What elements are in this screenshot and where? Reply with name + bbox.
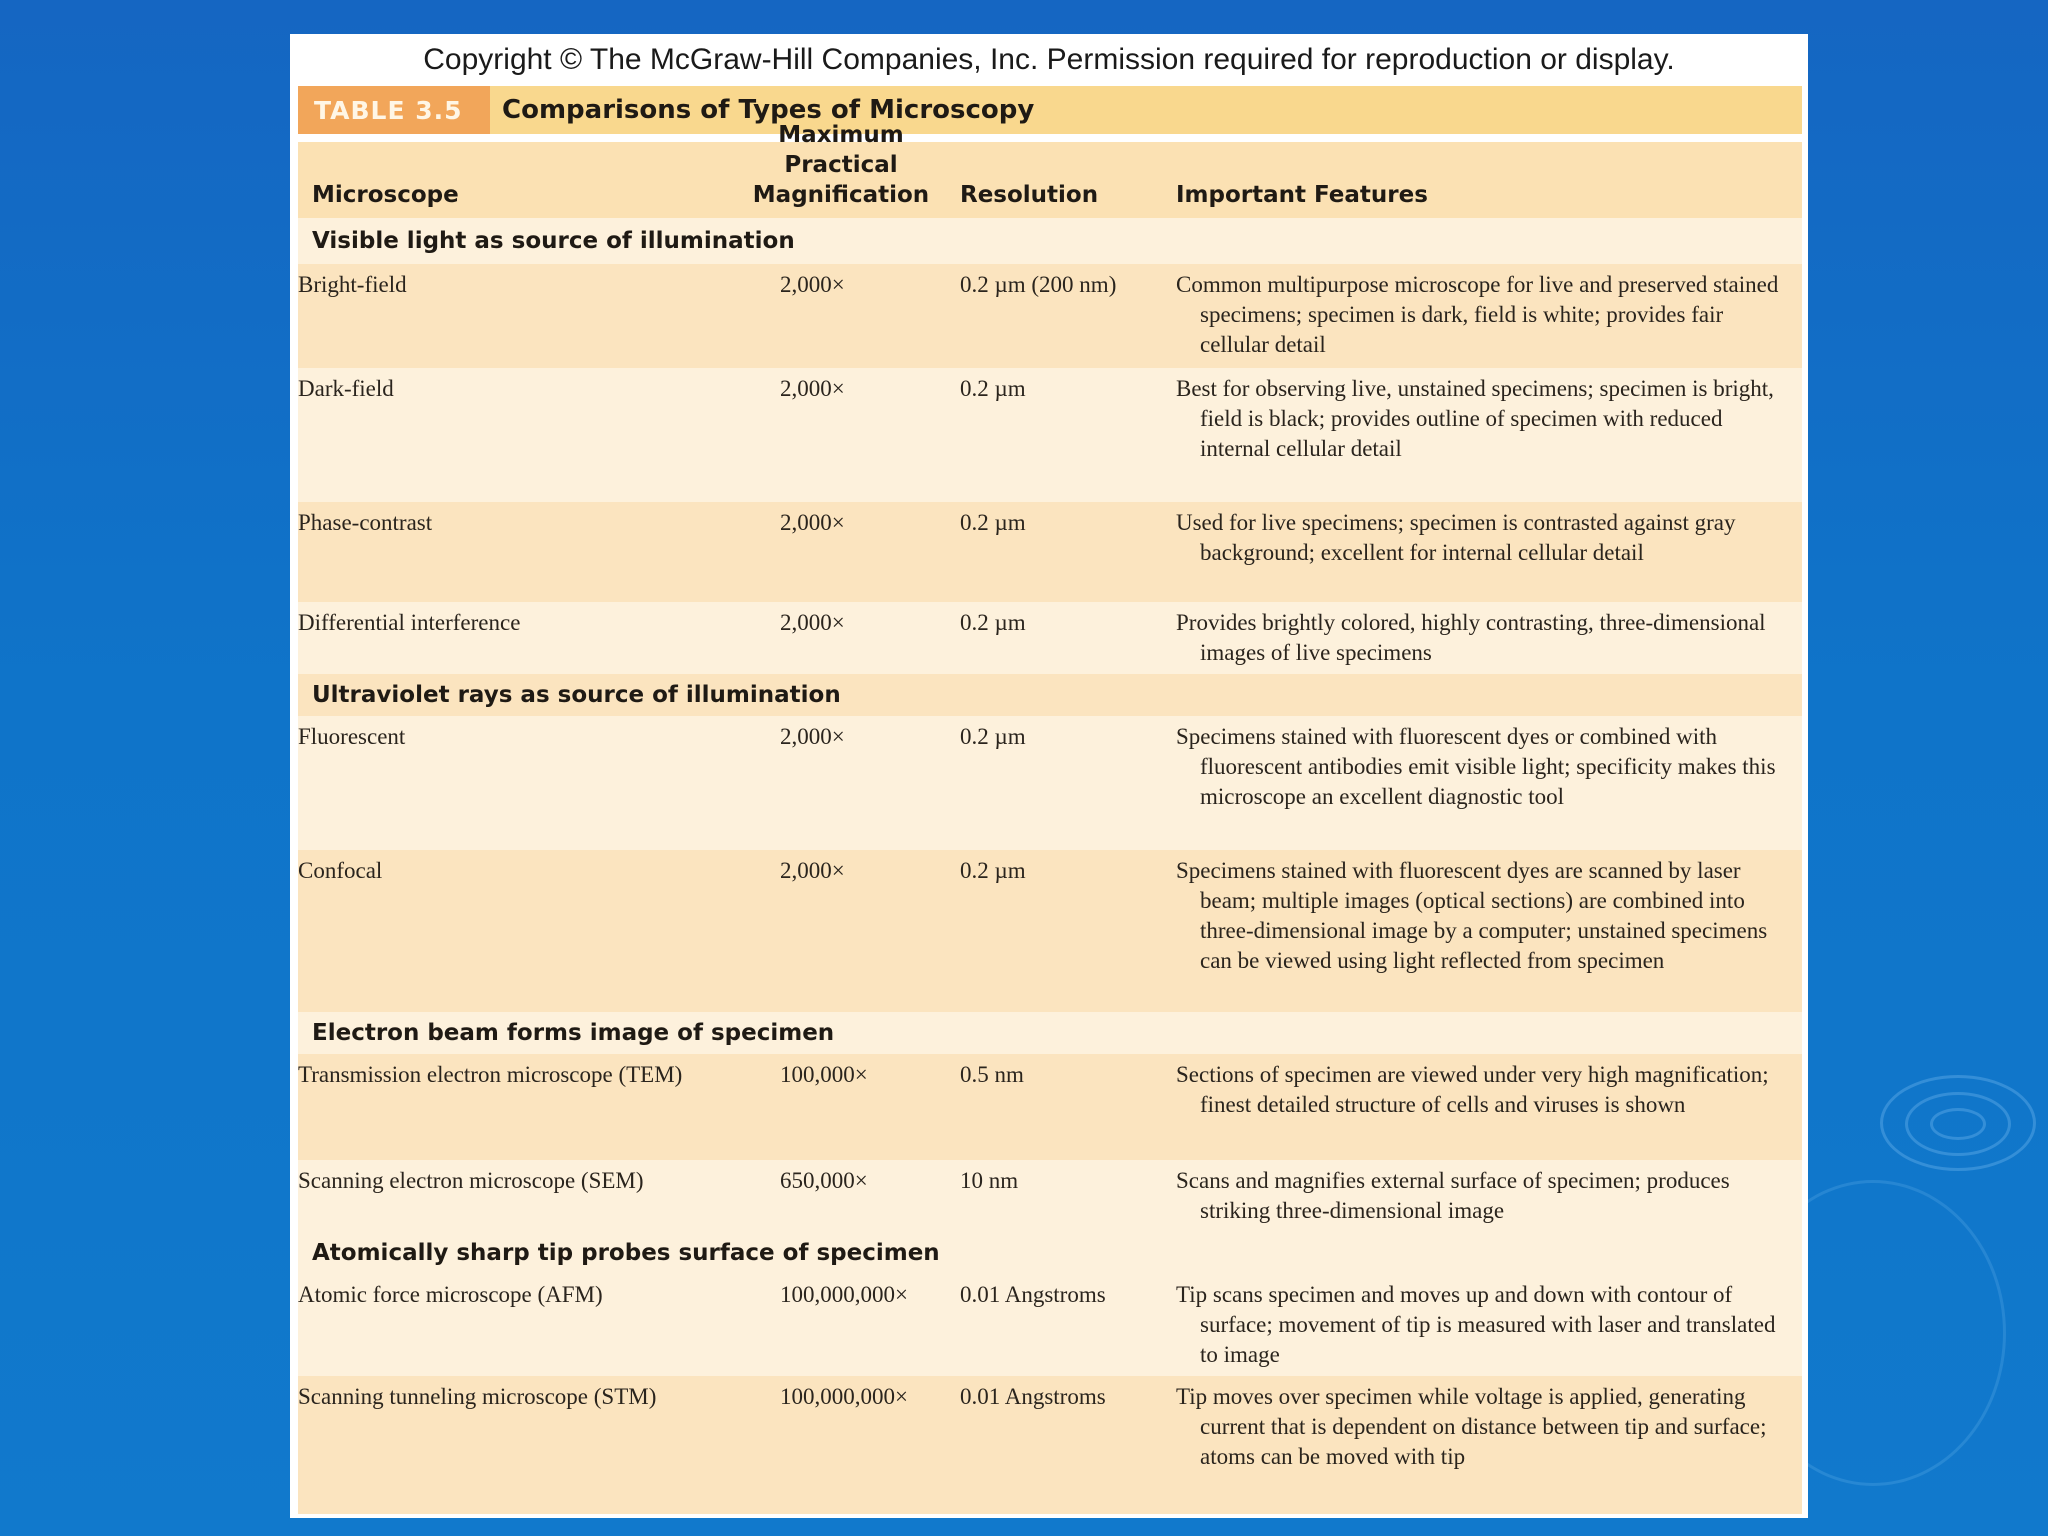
cell-magnification: 100,000× [780,1062,868,1087]
cell-microscope: Atomic force microscope (AFM) [298,1282,603,1307]
cell-features: Best for observing live, unstained specimens; specimen is bright, field is black; provides outline of specimen with reduced internal cellular detail [1176,376,1774,461]
background-ripple [1905,1092,2011,1156]
cell-microscope: Bright-field [298,272,407,297]
header-microscope: Microscope [312,182,459,208]
background-ripple [1930,1108,1986,1140]
cell-features: Specimens stained with fluorescent dyes or combined with fluorescent antibodies emit visible light; specificity makes this microscope an excellent diagnostic tool [1176,724,1776,809]
cell-magnification: 2,000× [780,272,845,297]
table-row [298,1054,1802,1160]
table-title: Comparisons of Types of Microscopy [502,95,1035,125]
cell-microscope: Phase-contrast [298,510,433,535]
table-row [298,264,1802,368]
cell-resolution: 0.2 µm [960,724,1026,749]
table-row [298,1274,1802,1376]
table-row [298,850,1802,1012]
cell-microscope: Scanning tunneling microscope (STM) [298,1384,657,1409]
header-magnification: Maximum Practical Magnification [752,122,930,208]
table-row [298,602,1802,674]
cell-features: Tip scans specimen and moves up and down with contour of surface; movement of tip is measured with laser and translated to image [1176,1282,1776,1367]
copyright-notice: Copyright © The McGraw-Hill Companies, Inc. Permission required for reproduction or display. [423,43,1675,76]
cell-magnification: 650,000× [780,1168,868,1193]
divider [298,134,1802,142]
cell-resolution: 0.5 nm [960,1062,1024,1087]
table-number-label: TABLE 3.5 [298,86,490,134]
cell-features: Scans and magnifies external surface of specimen; produces striking three-dimensional image [1176,1168,1730,1223]
cell-magnification: 2,000× [780,858,845,883]
table-row [298,502,1802,602]
cell-resolution: 0.2 µm (200 nm) [960,272,1117,297]
section-heading: Visible light as source of illumination [298,218,1802,264]
table-row [298,1160,1802,1232]
cell-resolution: 0.01 Angstroms [960,1384,1106,1409]
table-header-row [298,122,1802,218]
cell-magnification: 2,000× [780,510,845,535]
cell-microscope: Transmission electron microscope (TEM) [298,1062,683,1087]
header-resolution: Resolution [960,182,1099,208]
cell-features: Tip moves over specimen while voltage is applied, generating current that is dependent on distance between tip and surface; atoms can be moved with tip [1176,1384,1767,1469]
cell-resolution: 0.01 Angstroms [960,1282,1106,1307]
cell-magnification: 2,000× [780,724,845,749]
cell-microscope: Dark-field [298,376,394,401]
cell-magnification: 2,000× [780,610,845,635]
table-row [298,368,1802,502]
cell-resolution: 10 nm [960,1168,1019,1193]
table-title-bar [298,86,1802,134]
cell-microscope: Scanning electron microscope (SEM) [298,1168,644,1193]
header-features: Important Features [1176,182,1428,208]
cell-resolution: 0.2 µm [960,510,1026,535]
microscopy-table [298,86,1802,1510]
cell-features: Used for live specimens; specimen is contrasted against gray background; excellent for internal cellular detail [1176,510,1736,565]
table-row [298,1376,1802,1514]
background-ripple [1880,1075,2036,1171]
cell-features: Common multipurpose microscope for live and preserved stained specimens; specimen is dark, field is white; provides fair cellular detail [1176,272,1779,357]
cell-magnification: 100,000,000× [780,1282,908,1307]
cell-resolution: 0.2 µm [960,858,1026,883]
cell-microscope: Differential interference [298,610,521,635]
cell-microscope: Confocal [298,858,383,883]
cell-features: Provides brightly colored, highly contrasting, three-dimensional images of live specimens [1176,610,1766,665]
table-row [298,716,1802,850]
section-heading: Atomically sharp tip probes surface of specimen [298,1232,1802,1274]
cell-magnification: 100,000,000× [780,1384,908,1409]
cell-features: Specimens stained with fluorescent dyes are scanned by laser beam; multiple images (optical sections) are combined into three-dimensional image by a computer; unstained specimens can be viewed using light reflected from specimen [1176,858,1768,973]
cell-resolution: 0.2 µm [960,610,1026,635]
cell-magnification: 2,000× [780,376,845,401]
cell-microscope: Fluorescent [298,724,406,749]
slide-card [290,34,1808,1518]
cell-features: Sections of specimen are viewed under very high magnification; finest detailed structure of cells and viruses is shown [1176,1062,1769,1117]
section-heading: Ultraviolet rays as source of illumination [298,674,1802,716]
section-heading: Electron beam forms image of specimen [298,1012,1802,1054]
cell-resolution: 0.2 µm [960,376,1026,401]
